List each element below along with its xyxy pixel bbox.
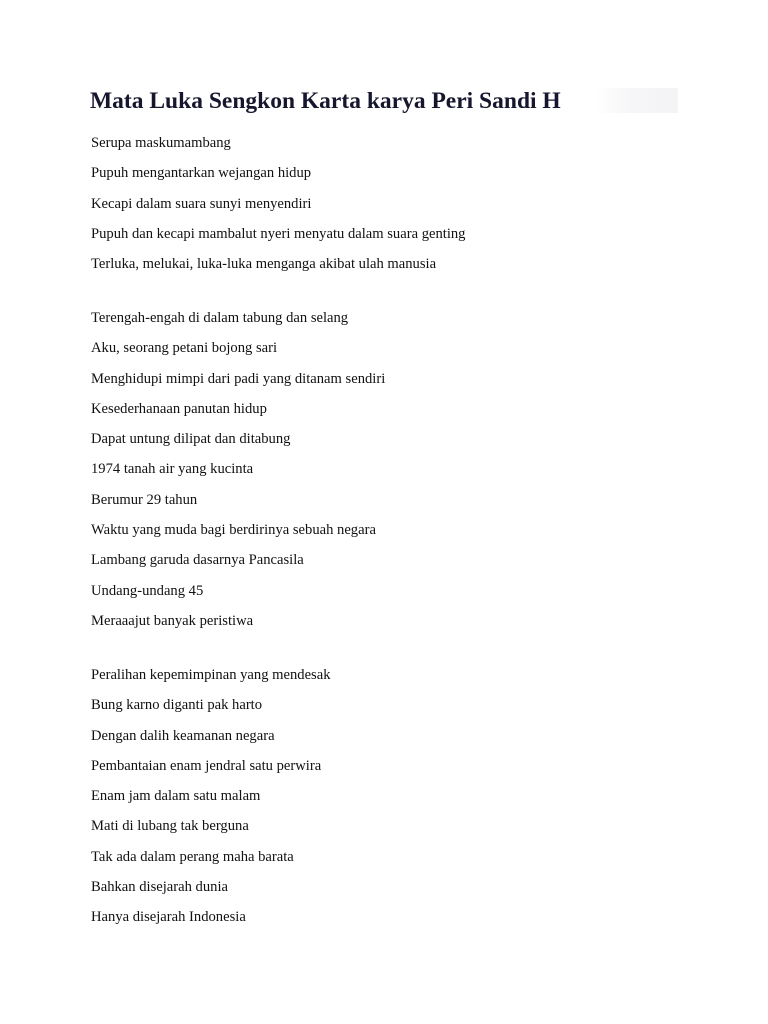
poem-line: Serupa maskumambang	[91, 135, 231, 151]
poem-line: Kecapi dalam suara sunyi menyendiri	[91, 195, 312, 212]
poem-line: Aku, seorang petani bojong sari	[91, 340, 278, 357]
poem-line: Pupuh mengantarkan wejangan hidup	[91, 165, 312, 182]
stanza-2	[91, 303, 385, 636]
poem-line: Lambang garuda dasarnya Pancasila	[91, 552, 304, 569]
poem-line: Hanya disejarah Indonesia	[91, 909, 246, 926]
poem-line: Peralihan kepemimpinan yang mendesak	[91, 667, 331, 683]
stanza-1	[91, 128, 465, 279]
stanza-3	[91, 660, 331, 933]
poem-line: Kesederhanaan panutan hidup	[91, 400, 267, 417]
poem-line: 1974 tanah air yang kucinta	[91, 461, 254, 478]
poem-line: Waktu yang muda bagi berdirinya sebuah negara	[91, 522, 376, 539]
poem-line: Dapat untung dilipat dan ditabung	[91, 431, 291, 448]
poem-line: Bung karno diganti pak harto	[91, 697, 263, 714]
poem-line: Undang-undang 45	[91, 582, 204, 599]
poem-title: Mata Luka Sengkon Karta karya Peri Sandi H	[90, 88, 561, 114]
poem-line: Dengan dalih keamanan negara	[91, 727, 275, 744]
poem-line: Berumur 29 tahun	[91, 491, 198, 508]
poem-line: Tak ada dalam perang maha barata	[91, 848, 294, 865]
poem-line: Bahkan disejarah dunia	[91, 879, 228, 896]
poem-line: Mati di lubang tak berguna	[91, 818, 249, 835]
poem-line: Meraaajut banyak peristiwa	[91, 612, 254, 629]
poem-line: Enam jam dalam satu malam	[91, 788, 261, 805]
poem-line: Terluka, melukai, luka-luka menganga akibat ulah manusia	[91, 256, 437, 273]
poem-line: Menghidupi mimpi dari padi yang ditanam sendiri	[91, 370, 386, 387]
poem-line: Pembantaian enam jendral satu perwira	[91, 757, 322, 774]
poem-line: Terengah-engah di dalam tabung dan selang	[91, 310, 349, 326]
poem-line: Pupuh dan kecapi mambalut nyeri menyatu dalam suara genting	[91, 225, 466, 242]
